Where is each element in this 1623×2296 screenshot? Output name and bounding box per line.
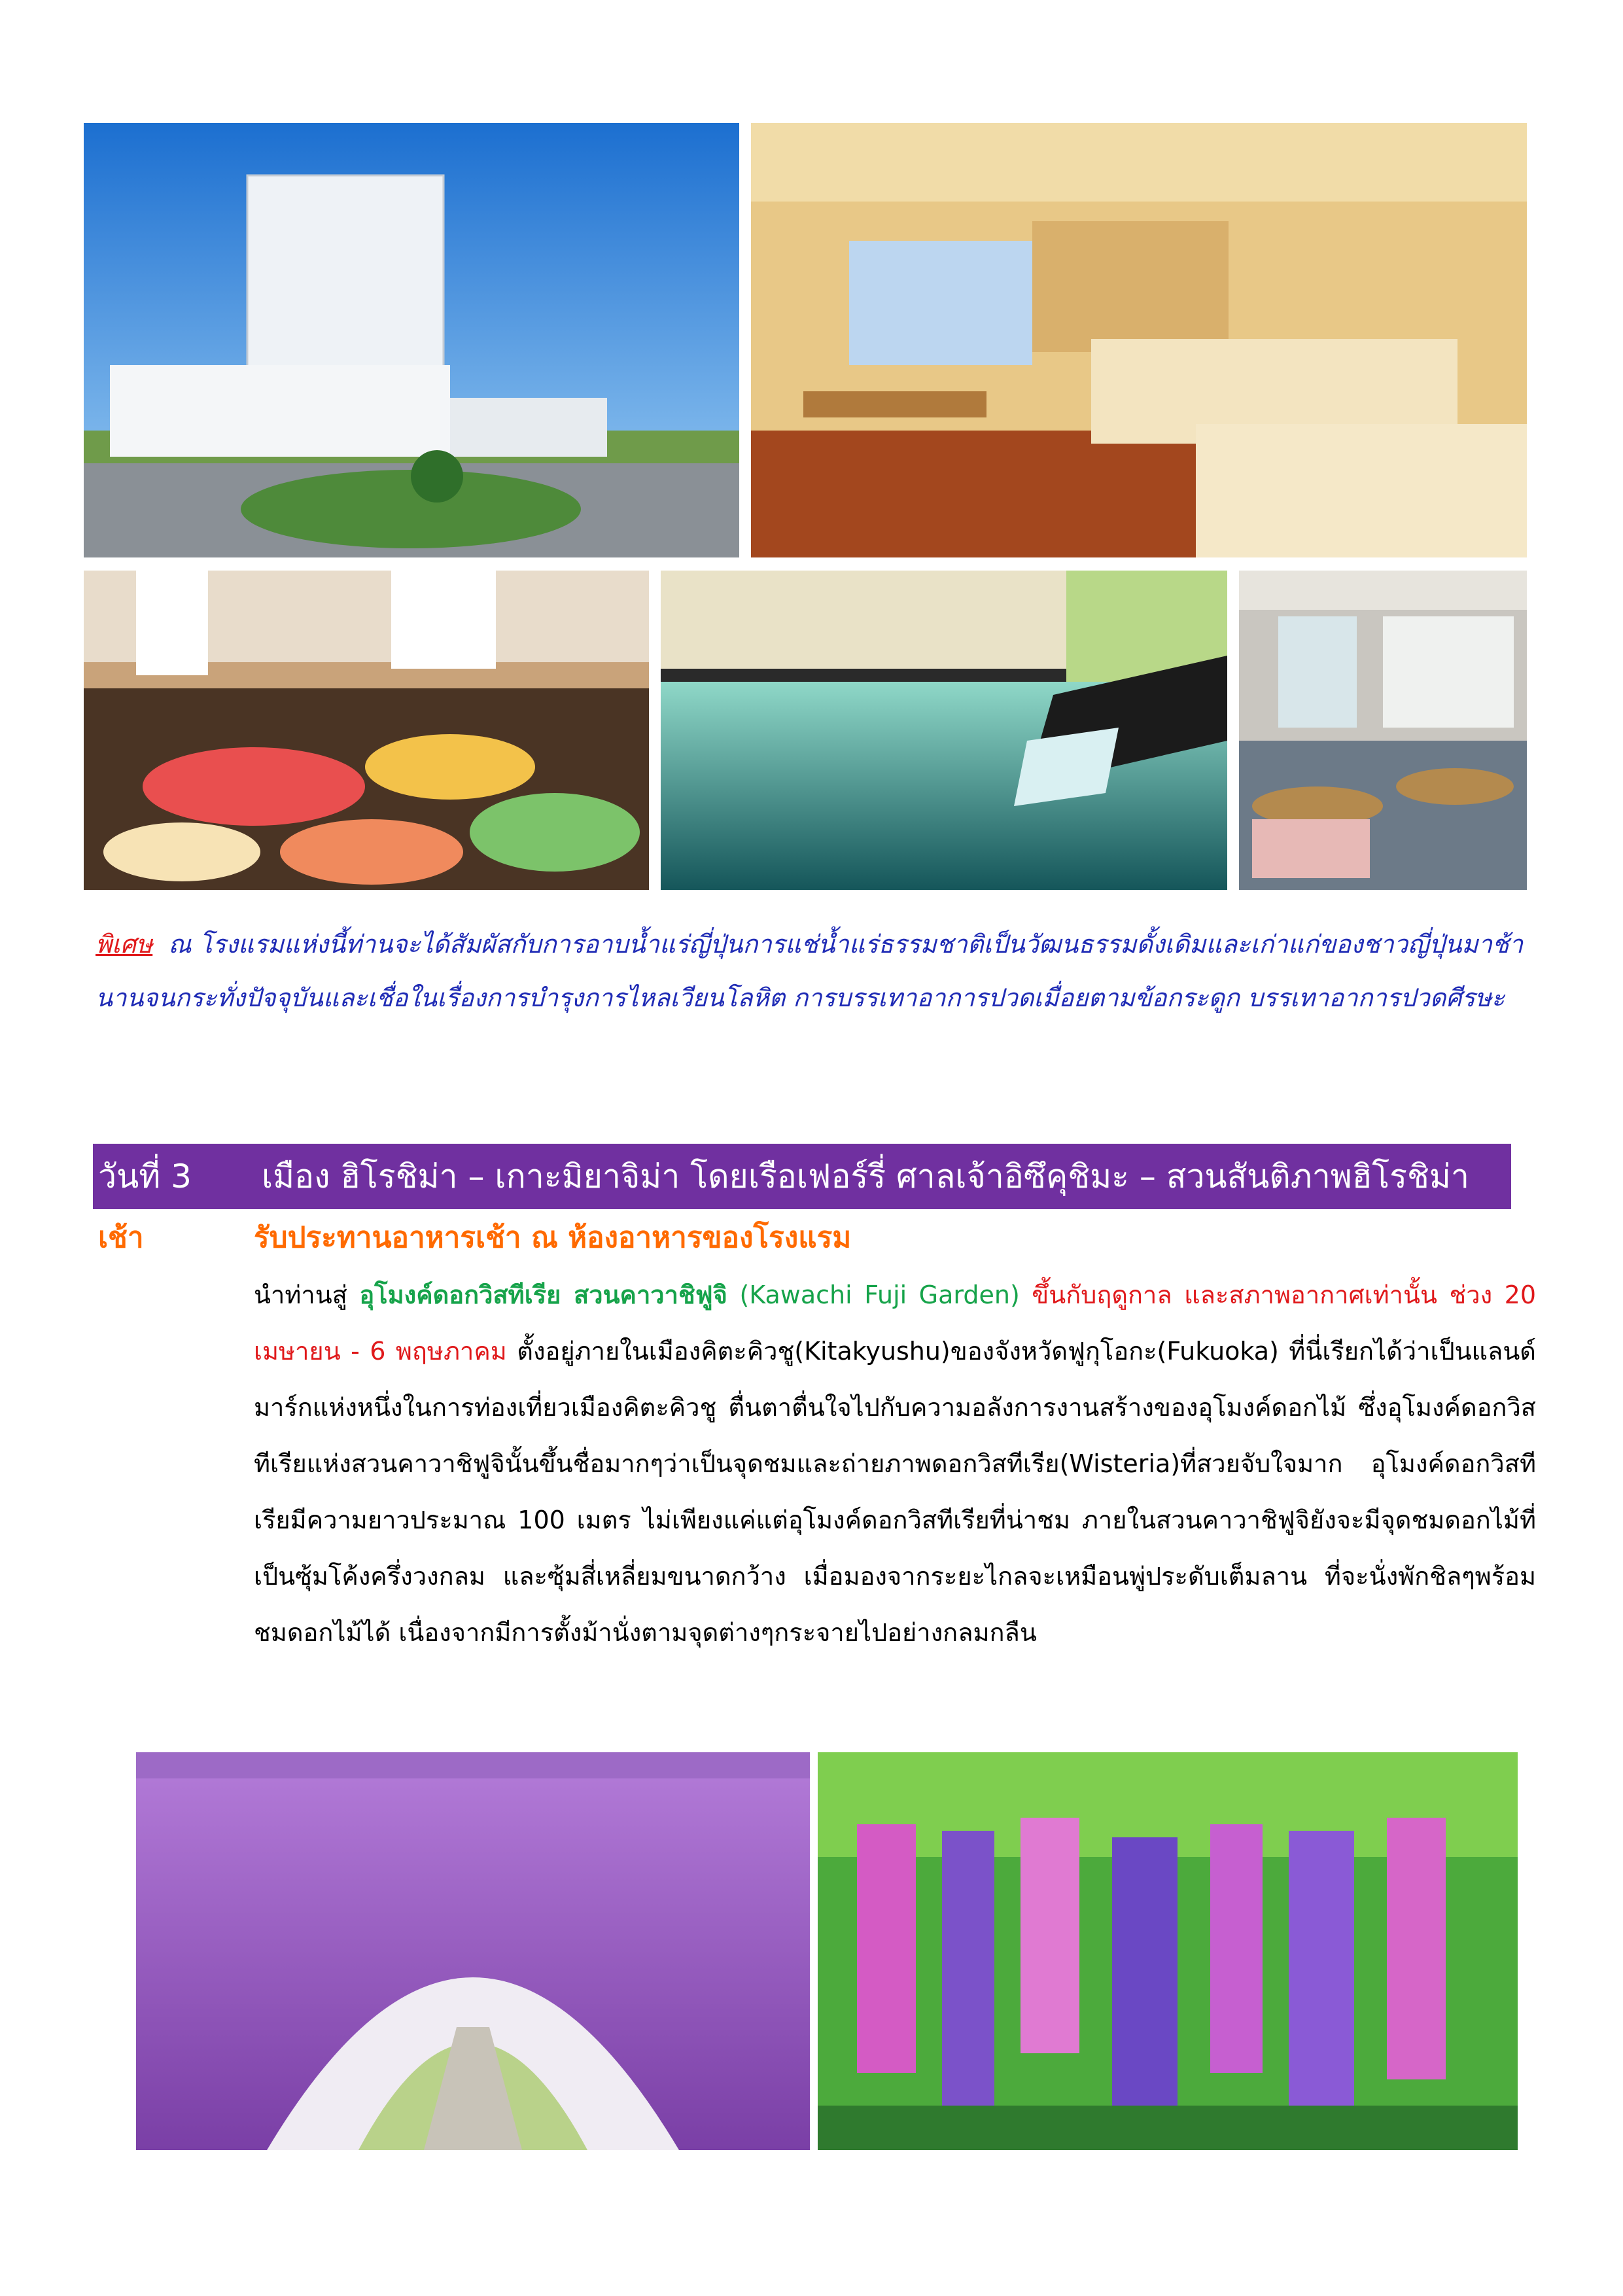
wisteria-garden-photo [818, 1752, 1518, 2150]
para-place: อุโมงค์ดอกวิสทีเรีย สวนคาวาชิฟูจิ [359, 1280, 727, 1309]
meal-label: เช้า [98, 1221, 144, 1254]
day-title: เมือง ฮิโรชิม่า – เกาะมิยาจิม่า โดยเรือเฟอร์รี่ ศาลเจ้าอิซึคุชิมะ – สวนสันติภาพฮิโรชิม่า [262, 1157, 1469, 1195]
para-place-en: (Kawachi Fuji Garden) [727, 1280, 1032, 1309]
para-condition: ขึ้นกับฤดูกาล และสภาพอากาศเท่านั้น ช่วง 20 เมษายน - 6 พฤษภาคม [254, 1280, 1536, 1366]
buffet-photo [84, 571, 649, 890]
special-text: ณ โรงแรมแห่งนี้ท่านจะได้สัมผัสกับการอาบน้ำแร่ญี่ปุ่นการแช่น้ำแร่ธรรมชาติเป็นวัฒนธรรมดั้งเดิมและเก่าแก่ของชาวญี่ปุ่นมาช้านานจนกระทั่งปัจจุบันและเชื่อในเรื่องการบำรุงการไหลเวียนโลหิต การบรรเทาอาการปวดเมื่อยตามข้อกระดูก บรรเทาอาการปวดศีรษะ [96, 930, 1524, 1012]
para-body: ตั้งอยู่ภายในเมืองคิตะคิวชู(Kitakyushu)ของจังหวัดฟูกุโอกะ(Fukuoka) ที่นี่เรียกได้ว่าเป็นแลนด์มาร์กแห่งหนึ่งในการท่องเที่ยวเมืองคิตะคิวชู ตื่นตาตื่นใจไปกับความอลังการงานสร้างของอุโมงค์ดอกไม้ ซึ่งอุโมงค์ดอกวิสทีเรียแห่งสวนคาวาชิฟูจินั้นขึ้นชื่อมากๆว่าเป็นจุดชมและถ่ายภาพดอกวิสทีเรีย(Wisteria)ที่สวยจับใจมาก อุโมงค์ดอกวิสทีเรียมีความยาวประมาณ 100 เมตร ไม่เพียงแค่แต่อุโมงค์ดอกวิสทีเรียที่น่าชม ภายในสวนคาวาชิฟูจิยังจะมีจุดชมดอกไม้ที่เป็นซุ้มโค้งครึ่งวงกลม และซุ้มสี่เหลี่ยมขนาดกว้าง เมื่อมองจากระยะไกลจะเหมือนพู่ประดับเต็มลาน ที่จะนั่งพักชิลๆพร้อมชมดอกไม้ได้ เนื่องจากมีการตั้งม้านั่งตามจุดต่างๆกระจายไปอย่างกลมกลืน [254, 1337, 1536, 1647]
day-header [93, 1144, 1511, 1209]
hotel-room-photo [751, 123, 1527, 557]
day-number: วันที่ 3 [98, 1157, 192, 1195]
special-note [96, 917, 1535, 1025]
para-intro: นำท่านสู่ [254, 1280, 360, 1309]
meal-text: รับประทานอาหารเช้า ณ ห้องอาหารของโรงแรม [254, 1221, 852, 1254]
wisteria-tunnel-photo [136, 1752, 810, 2150]
special-label: พิเศษ [96, 930, 153, 959]
restaurant-photo [1239, 571, 1527, 890]
hotel-exterior-photo [84, 123, 739, 557]
attraction-description [254, 1267, 1536, 1661]
onsen-photo [661, 571, 1227, 890]
